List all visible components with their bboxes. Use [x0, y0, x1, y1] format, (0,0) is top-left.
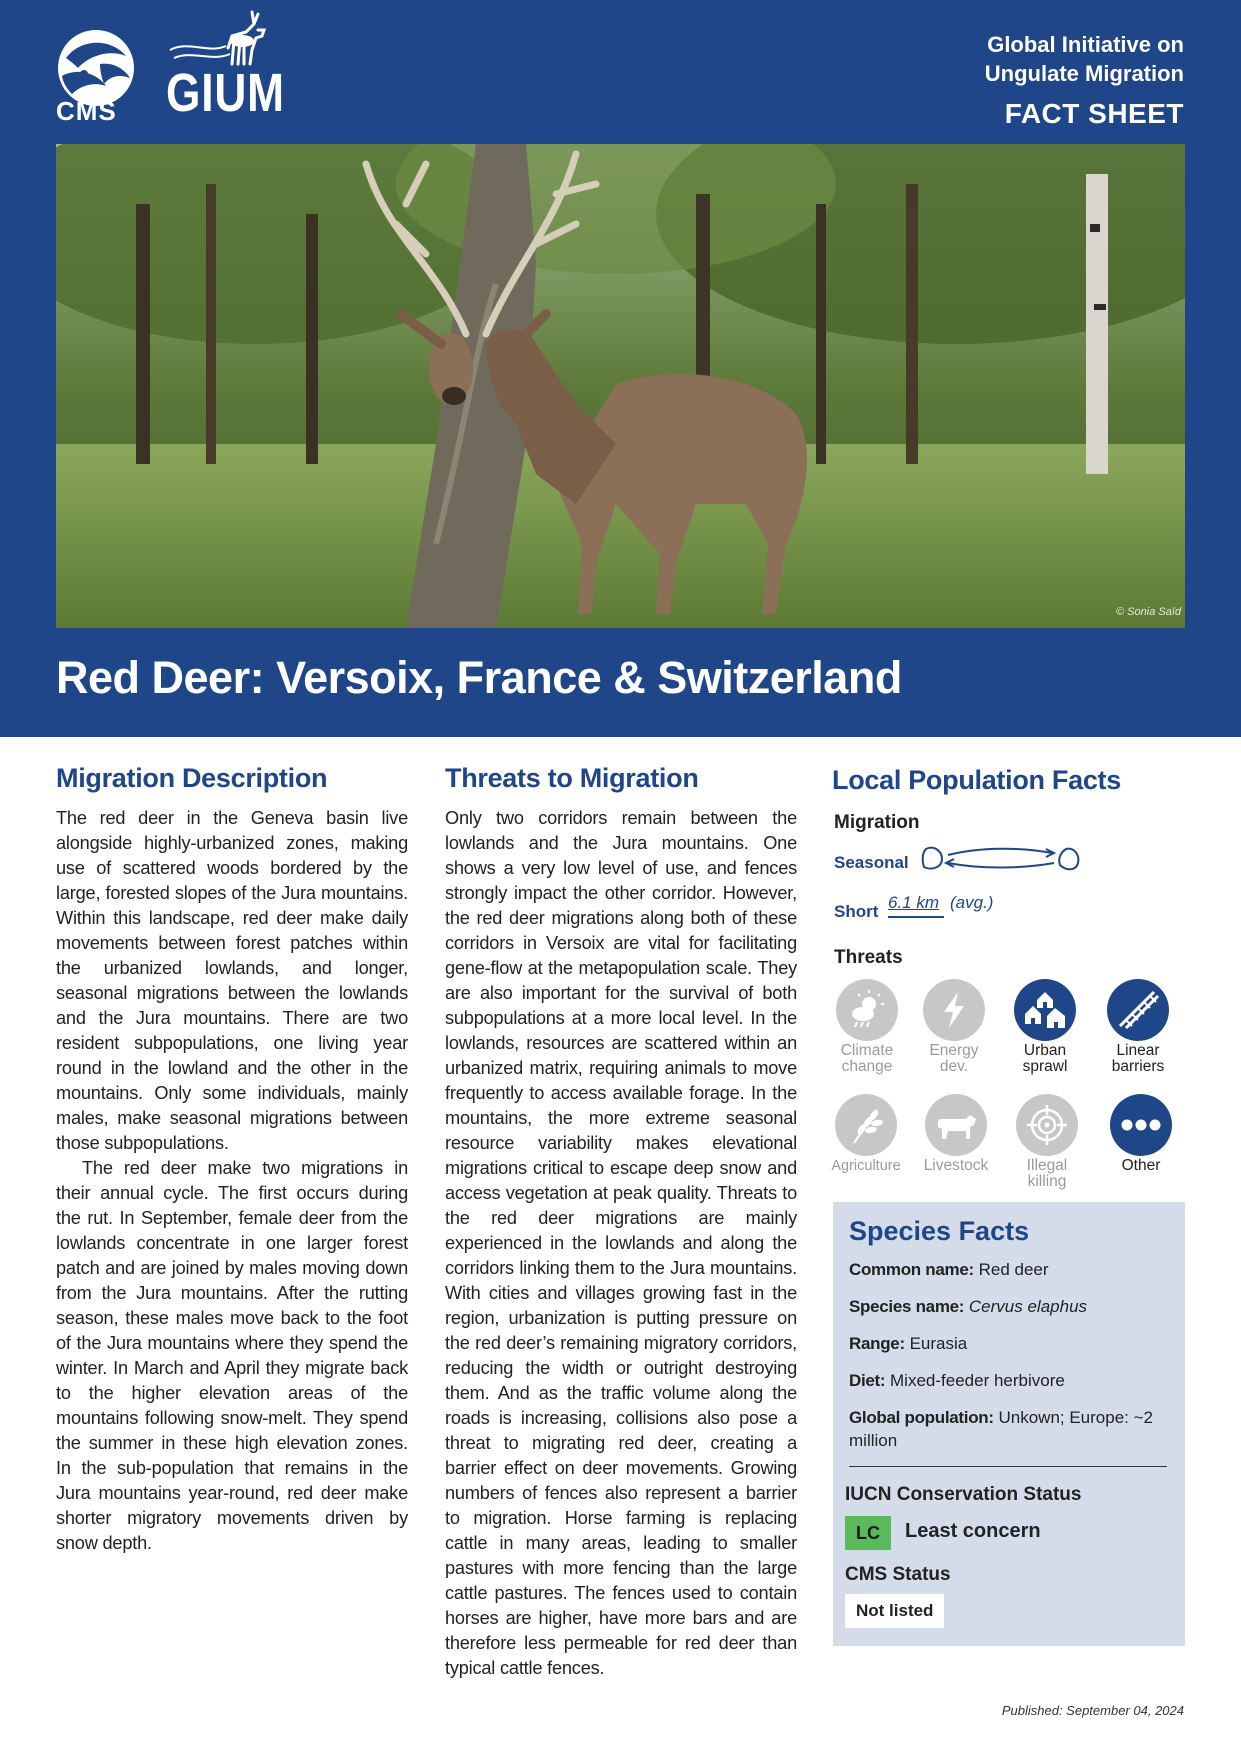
- threat-other: Other: [1095, 1094, 1187, 1174]
- climate-change-icon: [836, 979, 898, 1041]
- threats-subheading: Threats: [834, 947, 903, 968]
- migration-subheading: Migration: [834, 812, 920, 833]
- common-name-row: Common name: Red deer: [849, 1260, 1049, 1279]
- threat-agriculture: Agriculture: [820, 1094, 912, 1174]
- lightning-icon: [923, 979, 985, 1041]
- iucn-status-heading: IUCN Conservation Status: [845, 1484, 1082, 1505]
- species-divider: [849, 1466, 1167, 1467]
- doc-type-label: FACT SHEET: [1004, 98, 1184, 129]
- header-banner: [0, 0, 1241, 737]
- seasonal-label: Seasonal: [834, 853, 909, 872]
- species-name-row: Species name: Cervus elaphus: [849, 1297, 1088, 1316]
- cms-logo-text: CMS: [56, 96, 117, 126]
- gium-deer-logo-icon: [168, 10, 280, 70]
- short-label: Short: [834, 902, 879, 921]
- org-name: Global Initiative on Ungulate Migration: [984, 32, 1184, 86]
- threat-urban-sprawl: Urban sprawl: [999, 979, 1091, 1075]
- threat-linear-barriers: Linear barriers: [1092, 979, 1184, 1075]
- cms-status-heading: CMS Status: [845, 1564, 951, 1585]
- threat-livestock: Livestock: [910, 1094, 1002, 1174]
- wheat-icon: [835, 1094, 897, 1156]
- page-title: Red Deer: Versoix, France & Switzerland: [56, 652, 902, 703]
- threats-to-migration-heading: Threats to Migration: [445, 763, 699, 793]
- seasonal-migration-arrow-icon: [920, 843, 1082, 875]
- gium-logo-text: GIUM: [166, 63, 285, 123]
- cms-status-badge: Not listed: [845, 1594, 944, 1628]
- fence-icon: [1107, 979, 1169, 1041]
- iucn-status-badge: LC: [845, 1516, 891, 1550]
- houses-icon: [1014, 979, 1076, 1041]
- crosshair-icon: [1016, 1094, 1078, 1156]
- migration-paragraph-2: The red deer make two migrations in their annual cycle. The first occurs during the rut. In September, female deer from the lowlands concentrate in one larger forest patch and are joined by males moving down from the Jura mountains. After the rutting season, these males move back to the foot of the Jura mountains where they spend the winter. In March and April they migrate back to the higher elevation areas of the mountains following snow-melt. They spend the summer in these high elevation zones. In the sub-population that remains in the Jura mountains year-round, red deer make shorter migratory movements driven by snow depth.: [56, 1158, 408, 1553]
- species-facts-heading: Species Facts: [849, 1216, 1030, 1246]
- diet-row: Diet: Mixed-feeder herbivore: [849, 1371, 1065, 1390]
- threat-climate-change: Climate change: [821, 979, 913, 1075]
- migration-description-heading: Migration Description: [56, 763, 328, 793]
- published-date: Published: September 04, 2024: [1001, 1703, 1184, 1718]
- local-population-heading: Local Population Facts: [832, 765, 1121, 795]
- iucn-status-text: Least concern: [905, 1520, 1041, 1542]
- threat-energy-dev: Energy dev.: [908, 979, 1000, 1075]
- species-facts-box: [833, 1202, 1185, 1646]
- short-distance-value: 6.1 km: [888, 893, 940, 912]
- migration-description-text: [56, 806, 408, 1556]
- range-row: Range: Eurasia: [849, 1334, 968, 1353]
- short-distance-note: (avg.): [950, 893, 994, 912]
- migration-paragraph-1: The red deer in the Geneva basin live alongside highly-urbanized zones, making use of scattered woods bordered by the large, forested slopes of the Jura mountains. Within this landscape, red deer make daily movements between forest patches within the urbanized lowlands, and longer, seasonal migrations between the lowlands and the Jura mountains. There are two resident subpopulations, one living year round in the lowland and the other in the mountains. Only some individuals, mainly males, make seasonal migrations between those subpopulations.: [56, 808, 408, 1153]
- cow-icon: [925, 1094, 987, 1156]
- photo-credit: © Sonia Saïd: [1116, 606, 1181, 618]
- red-deer-photo: [56, 144, 1185, 628]
- threats-to-migration-text: [445, 806, 797, 1681]
- global-population-row: Global population: Unkown; Europe: ~2 million: [849, 1408, 1153, 1450]
- threat-illegal-killing: Illegal killing: [1001, 1094, 1093, 1190]
- ellipsis-icon: [1110, 1094, 1172, 1156]
- short-distance-bar-icon: [888, 913, 946, 921]
- threats-paragraph-1: Only two corridors remain between the lowlands and the Jura mountains. One shows a very low level of use, and fences strongly impact the other corridor. However, the red deer migrations along both of these corridors in Versoix are vital for facilitating gene-flow at the metapopulation scale. They are also important for the survival of both subpopulations at a more local level. In the lowlands, resources are scattered within an urbanized matrix, requiring animals to move frequently to access available forage. In the mountains, the more extreme seasonal resource variability makes elevational migrations critical to escape deep snow and access vegetation at peak quality. Threats to the red deer migrations are mainly experienced in the lowlands and along the corridors linking them to the Jura mountains. With cities and villages growing fast in the region, urbanization is putting pressure on the red deer’s remaining migratory corridors, reducing the width or outright destroying them. And as the traffic volume along the roads is increasing, collisions also pose a threat to migrating red deer, creating a barrier effect on deer movements. Growing numbers of fences also represent a barrier to migration. Horse farming is replacing cattle in many areas, leading to smaller pastures with more fencing than the large cattle pastures. The fences used to contain horses are higher, have more bars and are therefore less permeable for red deer than typical cattle fences.: [445, 808, 797, 1678]
